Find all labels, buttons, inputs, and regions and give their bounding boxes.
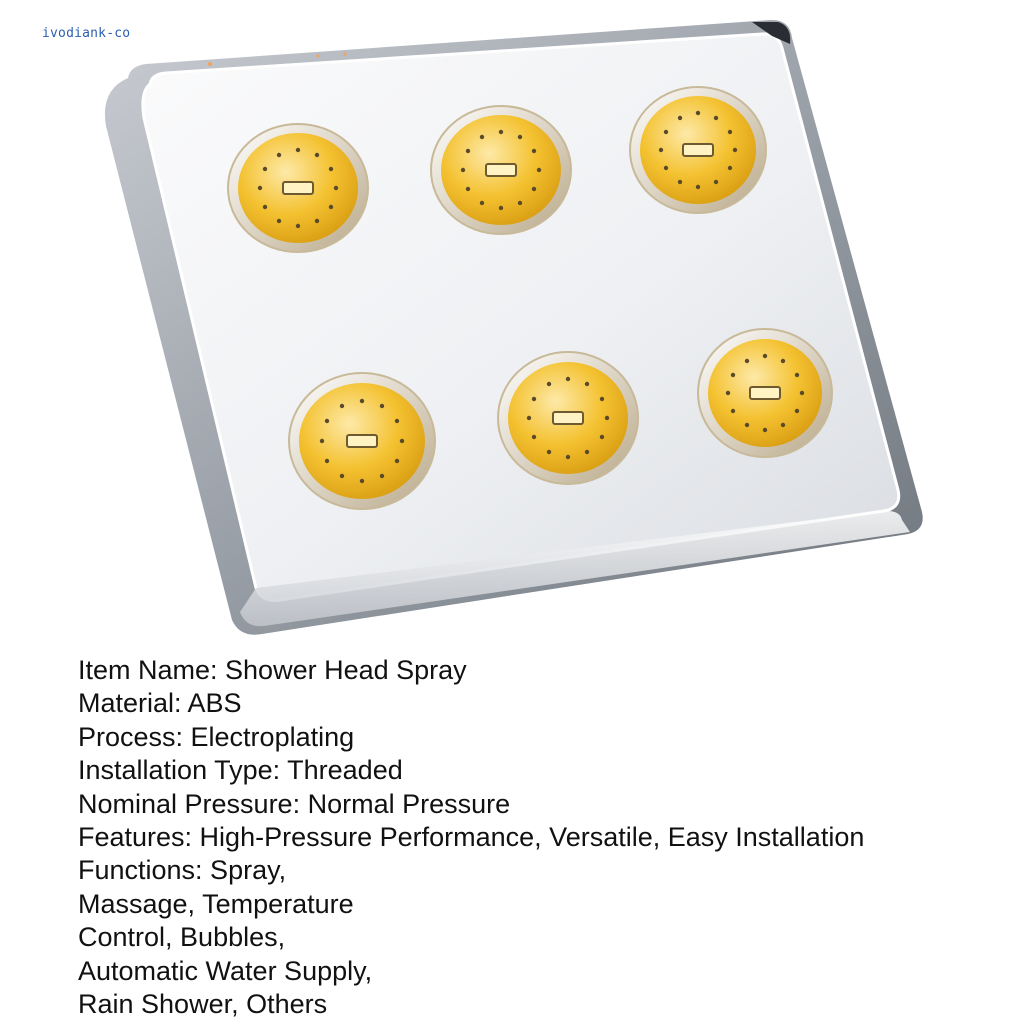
- nozzle-4: [289, 373, 435, 509]
- nozzle-3: [630, 87, 766, 213]
- nozzle-1: [228, 124, 368, 252]
- spec-functions-line-2: Massage, Temperature: [78, 888, 354, 919]
- nozzle-2: [431, 106, 571, 234]
- nozzle-6: [698, 329, 832, 457]
- spec-process: Process: Electroplating: [78, 721, 355, 752]
- spec-functions-line-1: Functions: Spray,: [78, 855, 287, 886]
- nozzle-5: [498, 352, 638, 484]
- spec-material: Material: ABS: [78, 688, 242, 719]
- watermark-text: ivodiank-co: [42, 26, 131, 41]
- spec-functions-line-5: Rain Shower, Others: [78, 989, 328, 1020]
- spec-functions-line-4: Automatic Water Supply,: [78, 955, 373, 986]
- spec-nominal-pressure: Nominal Pressure: Normal Pressure: [78, 788, 511, 819]
- spec-item-name: Item Name: Shower Head Spray: [78, 655, 467, 685]
- spec-features: Features: High-Pressure Performance, Versatile, Easy Installation: [78, 822, 865, 853]
- spec-list: [78, 654, 998, 1021]
- spec-functions-line-3: Control, Bubbles,: [78, 922, 286, 953]
- spec-installation-type: Installation Type: Threaded: [78, 755, 403, 786]
